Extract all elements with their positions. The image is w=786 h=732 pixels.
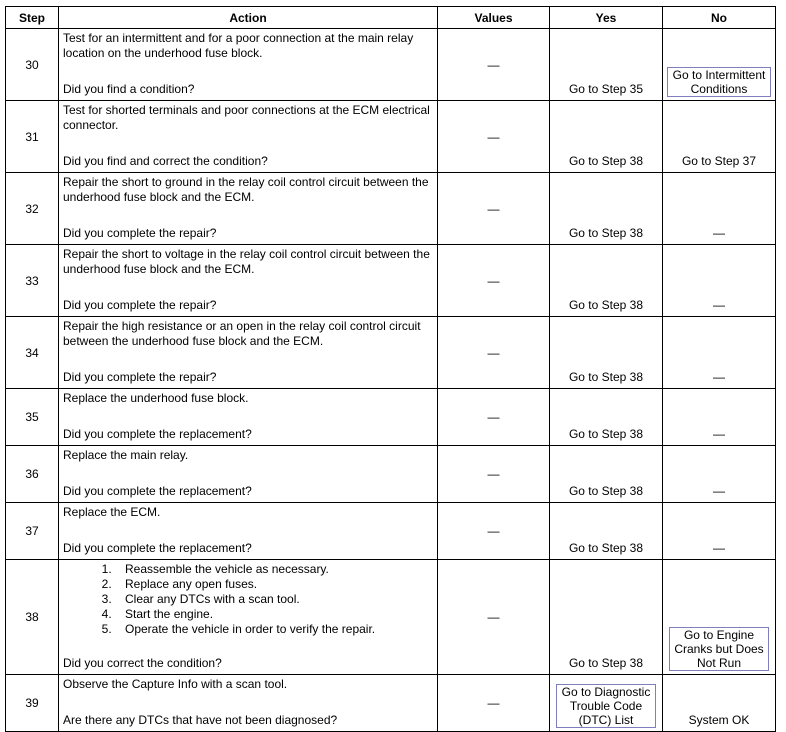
no-cell: — <box>663 317 776 389</box>
action-question: Did you complete the replacement? <box>63 541 252 555</box>
action-cell <box>59 560 438 675</box>
values-cell: — <box>438 446 550 503</box>
no-cell <box>663 560 776 675</box>
yes-cell: Go to Step 38 <box>550 245 663 317</box>
action-cell <box>59 446 438 503</box>
action-cell <box>59 245 438 317</box>
action-question: Did you complete the repair? <box>63 370 217 384</box>
list-item: 2. Replace any open fuses. <box>115 577 433 592</box>
action-text: Observe the Capture Info with a scan tool. <box>63 677 288 691</box>
action-cell <box>59 101 438 173</box>
table-row <box>6 503 776 560</box>
no-cell: System OK <box>663 675 776 732</box>
table-row <box>6 29 776 101</box>
table-row <box>6 173 776 245</box>
step-number: 33 <box>6 245 59 317</box>
yes-cell: Go to Step 38 <box>550 173 663 245</box>
table-row <box>6 446 776 503</box>
action-text: Replace the ECM. <box>63 505 161 519</box>
action-question: Did you correct the condition? <box>63 656 222 670</box>
yes-cell <box>550 675 663 732</box>
list-item: 3. Clear any DTCs with a scan tool. <box>115 592 433 607</box>
list-item: 1. Reassemble the vehicle as necessary. <box>115 562 433 577</box>
header-step: Step <box>6 7 59 29</box>
table-row <box>6 389 776 446</box>
engine-cranks-link[interactable]: Go to Engine Cranks but Does Not Run <box>669 627 769 671</box>
yes-cell: Go to Step 38 <box>550 560 663 675</box>
yes-cell: Go to Step 38 <box>550 503 663 560</box>
yes-cell: Go to Step 35 <box>550 29 663 101</box>
yes-cell: Go to Step 38 <box>550 389 663 446</box>
action-text: Replace the underhood fuse block. <box>63 391 249 405</box>
action-question: Did you complete the repair? <box>63 226 217 240</box>
action-question: Did you complete the repair? <box>63 298 217 312</box>
no-cell: — <box>663 503 776 560</box>
header-action: Action <box>59 7 438 29</box>
header-row <box>6 7 776 29</box>
no-cell: — <box>663 173 776 245</box>
action-cell <box>59 173 438 245</box>
action-text: Repair the short to voltage in the relay coil control circuit between the underhood fuse block and the ECM. <box>63 247 430 276</box>
table-row <box>6 675 776 732</box>
action-text: Test for an intermittent and for a poor connection at the main relay location on the underhood fuse block. <box>63 31 414 60</box>
action-cell <box>59 317 438 389</box>
step-number: 38 <box>6 560 59 675</box>
action-cell <box>59 675 438 732</box>
table-row <box>6 101 776 173</box>
step-number: 34 <box>6 317 59 389</box>
table-row <box>6 245 776 317</box>
values-cell: — <box>438 503 550 560</box>
header-yes: Yes <box>550 7 663 29</box>
step-number: 32 <box>6 173 59 245</box>
yes-cell: Go to Step 38 <box>550 446 663 503</box>
yes-cell: Go to Step 38 <box>550 101 663 173</box>
action-list <box>63 562 433 637</box>
values-cell: — <box>438 675 550 732</box>
action-question: Are there any DTCs that have not been diagnosed? <box>63 713 338 727</box>
step-number: 39 <box>6 675 59 732</box>
list-item: 5. Operate the vehicle in order to verify the repair. <box>115 622 433 637</box>
action-question: Did you complete the replacement? <box>63 484 252 498</box>
list-item: 4. Start the engine. <box>115 607 433 622</box>
table-row <box>6 317 776 389</box>
values-cell: — <box>438 317 550 389</box>
values-cell: — <box>438 29 550 101</box>
step-number: 31 <box>6 101 59 173</box>
values-cell: — <box>438 101 550 173</box>
values-cell: — <box>438 245 550 317</box>
step-number: 35 <box>6 389 59 446</box>
step-number: 30 <box>6 29 59 101</box>
action-cell <box>59 503 438 560</box>
action-text: Test for shorted terminals and poor connections at the ECM electrical connector. <box>63 103 430 132</box>
values-cell: — <box>438 389 550 446</box>
action-question: Did you find and correct the condition? <box>63 154 268 168</box>
dtc-list-link[interactable]: Go to Diagnostic Trouble Code (DTC) List <box>556 684 656 728</box>
yes-cell: Go to Step 38 <box>550 317 663 389</box>
no-cell <box>663 29 776 101</box>
intermittent-conditions-link[interactable]: Go to Intermittent Conditions <box>667 67 771 97</box>
action-text: Repair the short to ground in the relay coil control circuit between the underhood fuse block and the ECM. <box>63 175 429 204</box>
no-cell: — <box>663 446 776 503</box>
action-text: Replace the main relay. <box>63 448 189 462</box>
no-cell: — <box>663 245 776 317</box>
no-cell: Go to Step 37 <box>663 101 776 173</box>
step-number: 36 <box>6 446 59 503</box>
action-cell <box>59 29 438 101</box>
table-row <box>6 560 776 675</box>
no-cell: — <box>663 389 776 446</box>
header-values: Values <box>438 7 550 29</box>
action-question: Did you find a condition? <box>63 82 195 96</box>
values-cell: — <box>438 173 550 245</box>
action-text: Repair the high resistance or an open in the relay coil control circuit between the underhood fuse block and the ECM. <box>63 319 421 348</box>
action-cell <box>59 389 438 446</box>
header-no: No <box>663 7 776 29</box>
values-cell: — <box>438 560 550 675</box>
step-number: 37 <box>6 503 59 560</box>
diagnostic-table <box>5 6 776 732</box>
action-question: Did you complete the replacement? <box>63 427 252 441</box>
